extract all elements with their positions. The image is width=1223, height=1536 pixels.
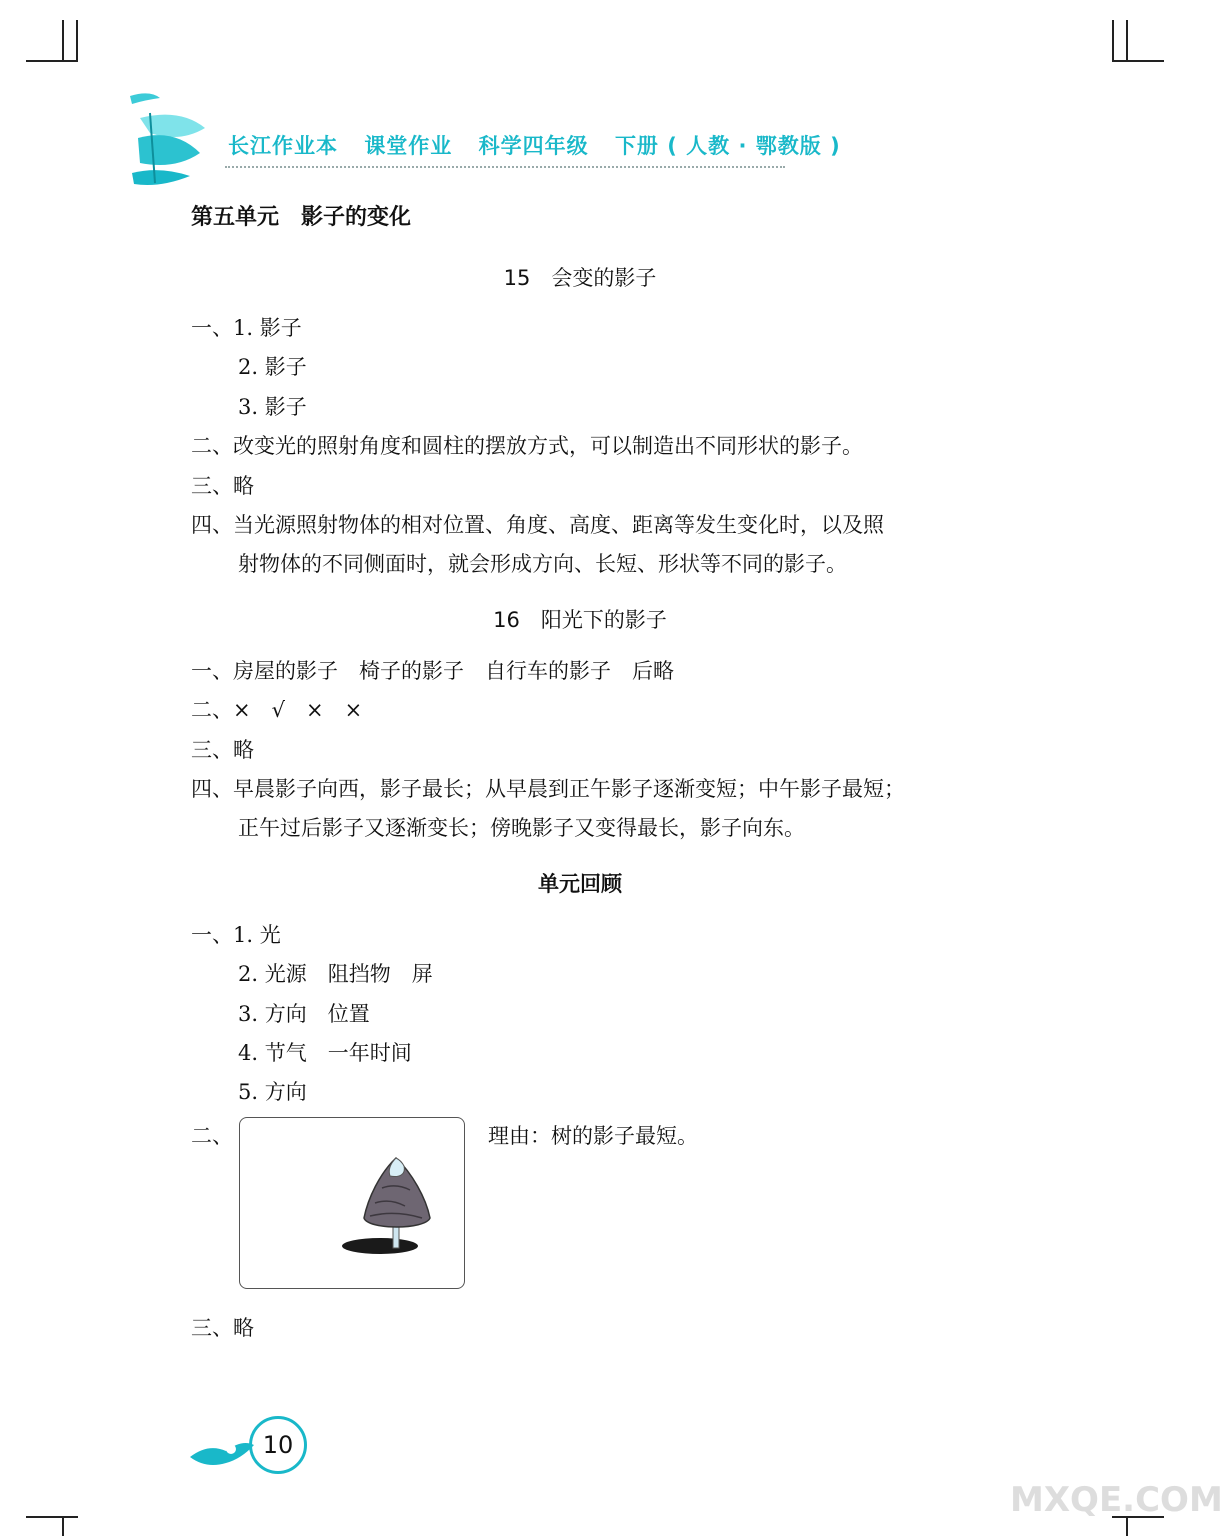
tree-shadow-icon [240, 1118, 464, 1288]
header-type: 课堂作业 [364, 134, 453, 158]
answer-line: 四、当光源照射物体的相对位置、角度、高度、距离等发生变化时，以及照 [191, 513, 884, 537]
answer-line: 一、1. 光 [191, 923, 281, 947]
watermark: MXQE.COM [1010, 1480, 1223, 1520]
header-title [228, 130, 859, 160]
answer-line: 2. 光源 阻挡物 屏 [238, 962, 433, 986]
crop-mark [1126, 20, 1128, 60]
answer-reason: 理由：树的影子最短。 [488, 1124, 698, 1148]
crop-mark [26, 60, 78, 62]
answer-line: 射物体的不同侧面时，就会形成方向、长短、形状等不同的影子。 [238, 552, 847, 576]
lesson-15-title: 15 会变的影子 [503, 266, 657, 290]
page-number: 10 [249, 1416, 307, 1474]
crop-mark [76, 20, 78, 60]
review-title: 单元回顾 [538, 872, 622, 896]
header-divider [225, 166, 785, 168]
crop-mark [62, 1516, 64, 1536]
header-series: 长江作业本 [228, 134, 338, 158]
answer-line: 三、略 [191, 738, 254, 762]
unit-title: 第五单元 影子的变化 [191, 205, 412, 230]
crop-mark [1112, 60, 1164, 62]
page-decoration-icon [186, 1425, 256, 1469]
header-subject: 科学四年级 [478, 134, 589, 158]
crop-mark [62, 20, 64, 60]
lesson-16-title: 16 阳光下的影子 [493, 608, 667, 632]
answer-line: 四、早晨影子向西，影子最长；从早晨到正午影子逐渐变短；中午影子最短； [191, 777, 905, 801]
crop-mark [1112, 20, 1114, 60]
crop-mark [26, 1516, 78, 1518]
answer-line: 3. 方向 位置 [238, 1002, 370, 1026]
answer-line: 4. 节气 一年时间 [238, 1041, 412, 1065]
answer-line: 3. 影子 [238, 395, 307, 419]
answer-line: 2. 影子 [238, 355, 307, 379]
answer-line: 三、略 [191, 474, 254, 498]
answer-line: 一、房屋的影子 椅子的影子 自行车的影子 后略 [191, 659, 674, 683]
answer-line: 正午过后影子又逐渐变长；傍晚影子又变得最长，影子向东。 [238, 816, 805, 840]
answer-line: 5. 方向 [238, 1080, 307, 1104]
answer-line: 一、1. 影子 [191, 316, 302, 340]
answer-line: 二、× √ × × [191, 698, 363, 722]
answer-line: 三、略 [191, 1316, 254, 1340]
answer-line: 二、 [191, 1124, 233, 1148]
tree-picture-frame [239, 1117, 465, 1289]
answer-line: 二、改变光的照射角度和圆柱的摆放方式，可以制造出不同形状的影子。 [191, 434, 863, 458]
sailboat-logo-icon [120, 88, 220, 190]
header-edition: 下册 ( 人教 · 鄂教版 ) [614, 134, 841, 158]
